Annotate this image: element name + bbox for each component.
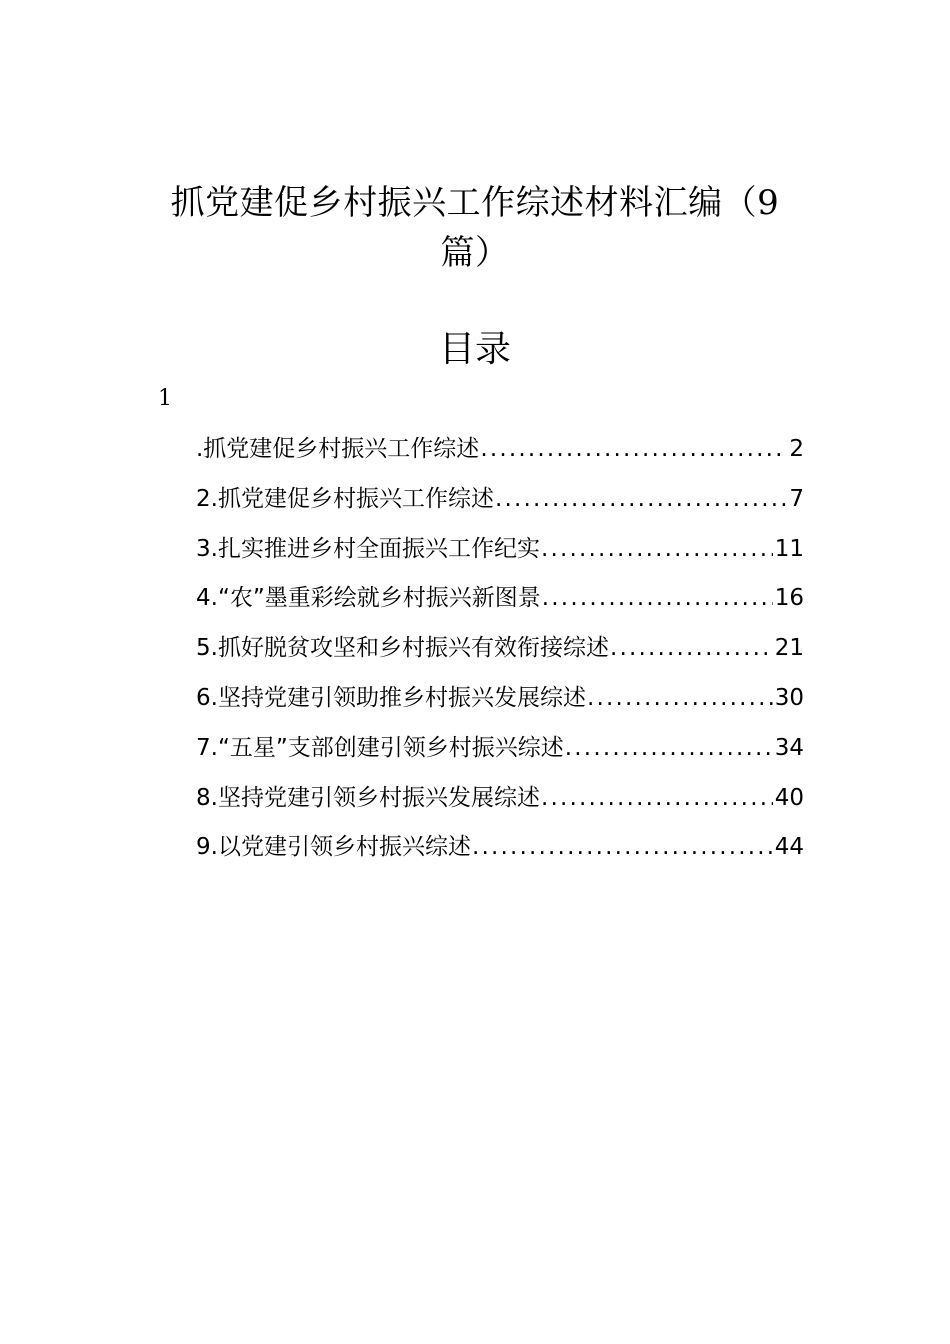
toc-dot-leader (565, 728, 773, 768)
toc-entry[interactable] (196, 778, 804, 828)
title-count: 9 (757, 183, 780, 223)
toc-dot-leader (480, 429, 787, 469)
toc-entry-page: 2 (789, 436, 804, 462)
document-title (150, 178, 800, 278)
toc-entry-title: 3.扎实推进乡村全面振兴工作纪实 (196, 535, 540, 562)
toc-entry-page: 30 (774, 684, 804, 711)
toc-entry-title: 9.以党建引领乡村振兴综述 (196, 834, 471, 861)
toc-dot-leader (541, 529, 773, 569)
toc-dot-leader (610, 628, 773, 668)
toc-entry[interactable] (196, 529, 804, 579)
toc-entry-title: 2.抓党建促乡村振兴工作综述 (196, 485, 494, 512)
toc-entry[interactable] (196, 578, 804, 628)
toc-entry[interactable] (196, 479, 804, 529)
toc-dot-leader (541, 778, 773, 818)
title-text: 抓党建促乡村振兴工作综述材料汇编（ (170, 183, 758, 223)
toc-entry-page: 44 (774, 834, 804, 861)
toc-entry-page: 16 (774, 585, 804, 612)
toc-entry-page: 34 (774, 734, 804, 761)
toc-dot-leader (587, 678, 773, 718)
toc-entry[interactable] (196, 827, 804, 877)
toc-entry[interactable] (196, 628, 804, 678)
toc-entry-page: 40 (774, 784, 804, 811)
table-of-contents (196, 429, 804, 877)
toc-entry-title: 8.坚持党建引领乡村振兴发展综述 (196, 784, 540, 811)
toc-entry-title: .抓党建促乡村振兴工作综述 (196, 436, 480, 462)
toc-entry-title: 4.“农”墨重彩绘就乡村振兴新图景 (196, 585, 541, 612)
page-number-marker: 1 (158, 386, 172, 411)
toc-dot-leader (472, 827, 773, 867)
toc-entry-page: 21 (774, 635, 804, 662)
toc-heading: 目录 (438, 329, 511, 370)
toc-entry[interactable] (196, 429, 804, 479)
toc-entry-title: 5.抓好脱贫攻坚和乡村振兴有效衔接综述 (196, 635, 609, 662)
toc-dot-leader (495, 479, 787, 519)
toc-entry[interactable] (196, 728, 804, 778)
toc-entry-title: 6.坚持党建引领助推乡村振兴发展综述 (196, 684, 586, 711)
toc-entry[interactable] (196, 678, 804, 728)
toc-entry-page: 11 (774, 535, 804, 562)
toc-entry-page: 7 (789, 485, 804, 512)
toc-entry-title: 7.“五星”支部创建引领乡村振兴综述 (196, 734, 564, 761)
toc-dot-leader (542, 578, 773, 618)
title-text-line2: 篇） (440, 233, 510, 273)
